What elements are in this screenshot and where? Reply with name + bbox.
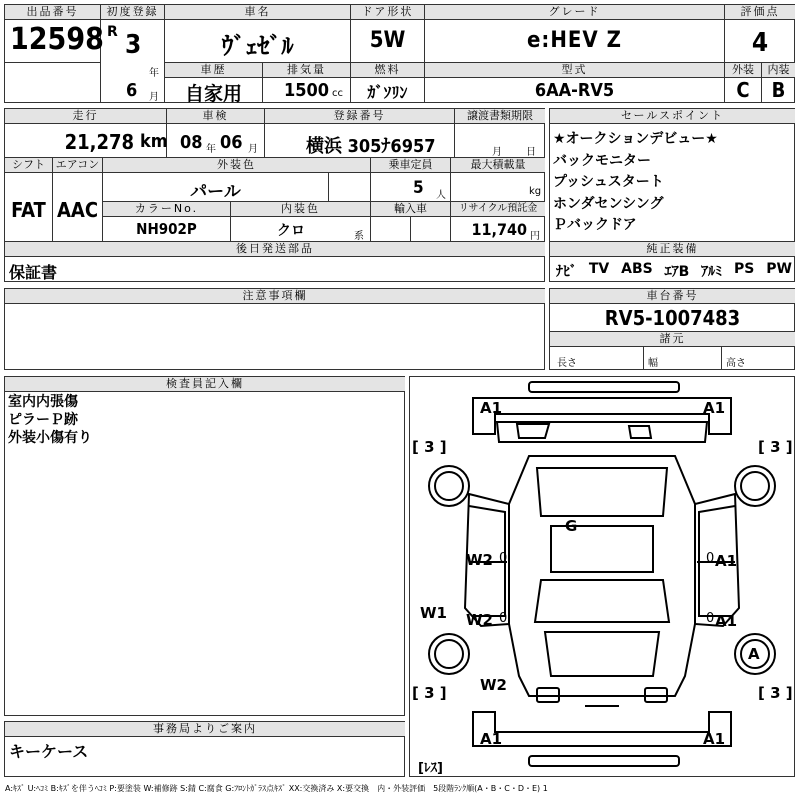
- mark-zero-4: 0: [706, 611, 715, 626]
- insp-month-unit: 月: [248, 144, 258, 155]
- door-type: 5W: [369, 28, 406, 53]
- mark-a1-right-front-door: A1: [715, 552, 738, 570]
- history-label: 車歴: [165, 63, 262, 78]
- car-outline-diagram: [409, 376, 795, 777]
- displacement: 1500: [284, 80, 330, 101]
- grade-label: グレード: [425, 5, 724, 20]
- equipment-item: ﾅﾋﾞ: [556, 264, 577, 280]
- length-label: 長さ: [557, 358, 577, 369]
- equipment-item: ｱﾙﾐ: [701, 264, 723, 280]
- mark-a1-rear-right: A1: [703, 730, 726, 748]
- width-label: 幅: [648, 358, 658, 369]
- color-label: 外装色: [103, 158, 370, 173]
- cc-unit: cc: [332, 88, 343, 99]
- insp-year-unit: 年: [206, 144, 216, 155]
- model: 6AA-RV5: [534, 80, 615, 101]
- load-label: 最大積載量: [451, 158, 545, 173]
- reg-number: 横浜 305ﾅ6957: [306, 136, 436, 157]
- sales-point-item: ★オークションデビュー★: [553, 131, 718, 147]
- lot-label: 出品番号: [5, 5, 100, 20]
- first-reg-month: 6: [126, 80, 138, 101]
- mark-a1-front-right: A1: [703, 399, 726, 417]
- kg-unit: kg: [529, 186, 542, 197]
- inspector-note-line: 室内内張傷: [8, 394, 78, 410]
- mark-w1-left-pillar: W1: [420, 604, 447, 622]
- reg-label: 登録番号: [265, 109, 454, 124]
- office-label: 事務局よりご案内: [5, 722, 405, 737]
- mark-zero-2: 0: [706, 551, 715, 566]
- equipment-item: ABS: [621, 261, 653, 277]
- inspector-note-line: 外装小傷有り: [8, 430, 92, 446]
- tire-depth-front-left: [ 3 ]: [412, 438, 447, 456]
- inspector-label: 検査員記入欄: [5, 377, 405, 392]
- mark-a1-front-left: A1: [480, 399, 503, 417]
- capacity: 5: [413, 178, 424, 198]
- mileage: 21,278: [64, 130, 134, 154]
- inspector-note-line: ピラーＰ跡: [8, 412, 78, 428]
- sales-point-item: Ｐバックドア: [553, 217, 637, 233]
- shift: FAT: [11, 198, 46, 222]
- first-reg-label: 初度登録: [101, 5, 164, 20]
- sales-point-item: プッシュスタート: [553, 174, 664, 190]
- office-note: キーケース: [9, 742, 89, 761]
- km-unit: km: [140, 131, 168, 152]
- transfer-label: 譲渡書類期限: [455, 109, 545, 124]
- mark-w2-left-rear: W2: [480, 676, 507, 694]
- transfer-day: 日: [526, 147, 536, 158]
- score: 4: [751, 28, 769, 58]
- color-no-label: カラーNo.: [103, 202, 230, 217]
- equipment-item: TV: [588, 261, 610, 277]
- interior-grade: B: [771, 78, 786, 102]
- fuel: ｶﾞｿﾘﾝ: [367, 83, 408, 102]
- chassis-number: RV5-1007483: [604, 306, 741, 330]
- chassis-label: 車台番号: [550, 289, 795, 304]
- person-unit: 人: [436, 190, 446, 201]
- equip-label: 純正装備: [550, 242, 795, 257]
- grade: e:HEV Z: [527, 28, 622, 53]
- equipment-item: ｴｱB: [664, 264, 690, 280]
- insp-year: 08: [180, 132, 203, 153]
- height-label: 高さ: [726, 358, 746, 369]
- color-no: NH902P: [136, 220, 197, 238]
- displacement-label: 排気量: [263, 63, 350, 78]
- month-unit: 月: [149, 92, 159, 103]
- spec-label: 諸元: [550, 332, 795, 347]
- spare-tire-less: [ﾚｽ]: [418, 761, 443, 776]
- mark-g-windshield: G: [565, 517, 578, 535]
- door-label: ドア形状: [351, 5, 424, 20]
- transfer-month: 月: [492, 147, 502, 158]
- equipment-item: PS: [734, 261, 755, 277]
- first-reg-year: 3: [125, 30, 142, 60]
- car-name: ｳﾞｪｾﾞﾙ: [221, 32, 294, 60]
- mark-w2-left-front-door: W2: [466, 551, 493, 569]
- equipment-item: PW: [766, 261, 792, 277]
- later-label: 後日発送部品: [5, 242, 545, 257]
- mark-a1-rear-left: A1: [480, 730, 503, 748]
- sales-point-item: バックモニター: [553, 152, 651, 169]
- tire-depth-rear-left: [ 3 ]: [412, 684, 447, 702]
- kei-suffix: 系: [354, 231, 364, 242]
- recycle-fee: 11,740: [471, 220, 527, 239]
- year-unit: 年: [149, 68, 159, 79]
- exterior-label: 外装: [725, 63, 761, 78]
- interior-label: 内装: [762, 63, 795, 78]
- legend: A:ｷｽﾞ U:ﾍｺﾐ B:ｷｽﾞを伴うﾍｺﾐ P:要塗装 W:補修跡 S:錆 C:腐食 G:ﾌﾛﾝﾄｶﾞﾗｽ点ｷｽﾞ XX:交換済み X:要交換 内・外装評価 5段階ﾗﾝｸ順(A・B・C・D・E) 1: [5, 784, 548, 793]
- interior-color: クロ: [277, 223, 305, 239]
- model-label: 型式: [425, 63, 724, 78]
- era: R: [107, 24, 118, 40]
- yen-unit: 円: [530, 231, 540, 242]
- sales-point-item: ホンダセンシング: [553, 195, 664, 212]
- capacity-label: 乗車定員: [371, 158, 450, 173]
- ac-label: エアコン: [53, 158, 102, 173]
- insp-month: 06: [220, 132, 243, 153]
- notes-label: 注意事項欄: [5, 289, 545, 304]
- fuel-label: 燃料: [351, 63, 424, 78]
- tire-depth-front-right: [ 3 ]: [758, 438, 793, 456]
- tire-depth-rear-right: [ 3 ]: [758, 684, 793, 702]
- recycle-label: リサイクル預託金: [451, 202, 545, 217]
- mark-a-right-rear-tire: A: [748, 645, 760, 663]
- mark-zero-1: 0: [499, 551, 508, 566]
- lot-number: 12598: [10, 22, 104, 57]
- mark-zero-3: 0: [499, 611, 508, 626]
- exterior-grade: C: [736, 78, 750, 102]
- sales-points: [553, 129, 793, 237]
- import-label: 輸入車: [371, 202, 450, 217]
- mark-a1-right-rear-door: A1: [715, 612, 738, 630]
- ac: AAC: [56, 198, 99, 222]
- color: パール: [190, 182, 241, 202]
- later-parts: 保証書: [9, 263, 58, 282]
- interior-color-label: 内装色: [231, 202, 370, 217]
- sales-label: セールスポイント: [550, 109, 795, 124]
- mileage-label: 走行: [5, 109, 166, 124]
- equipment-list: [556, 261, 792, 281]
- mark-w2-left-rear-door: W2: [466, 611, 493, 629]
- inspection-label: 車検: [167, 109, 264, 124]
- inspector-notes: [8, 393, 92, 447]
- car-name-label: 車名: [165, 5, 350, 20]
- shift-label: シフト: [5, 158, 52, 173]
- score-label: 評価点: [725, 5, 795, 20]
- history: 自家用: [184, 83, 242, 105]
